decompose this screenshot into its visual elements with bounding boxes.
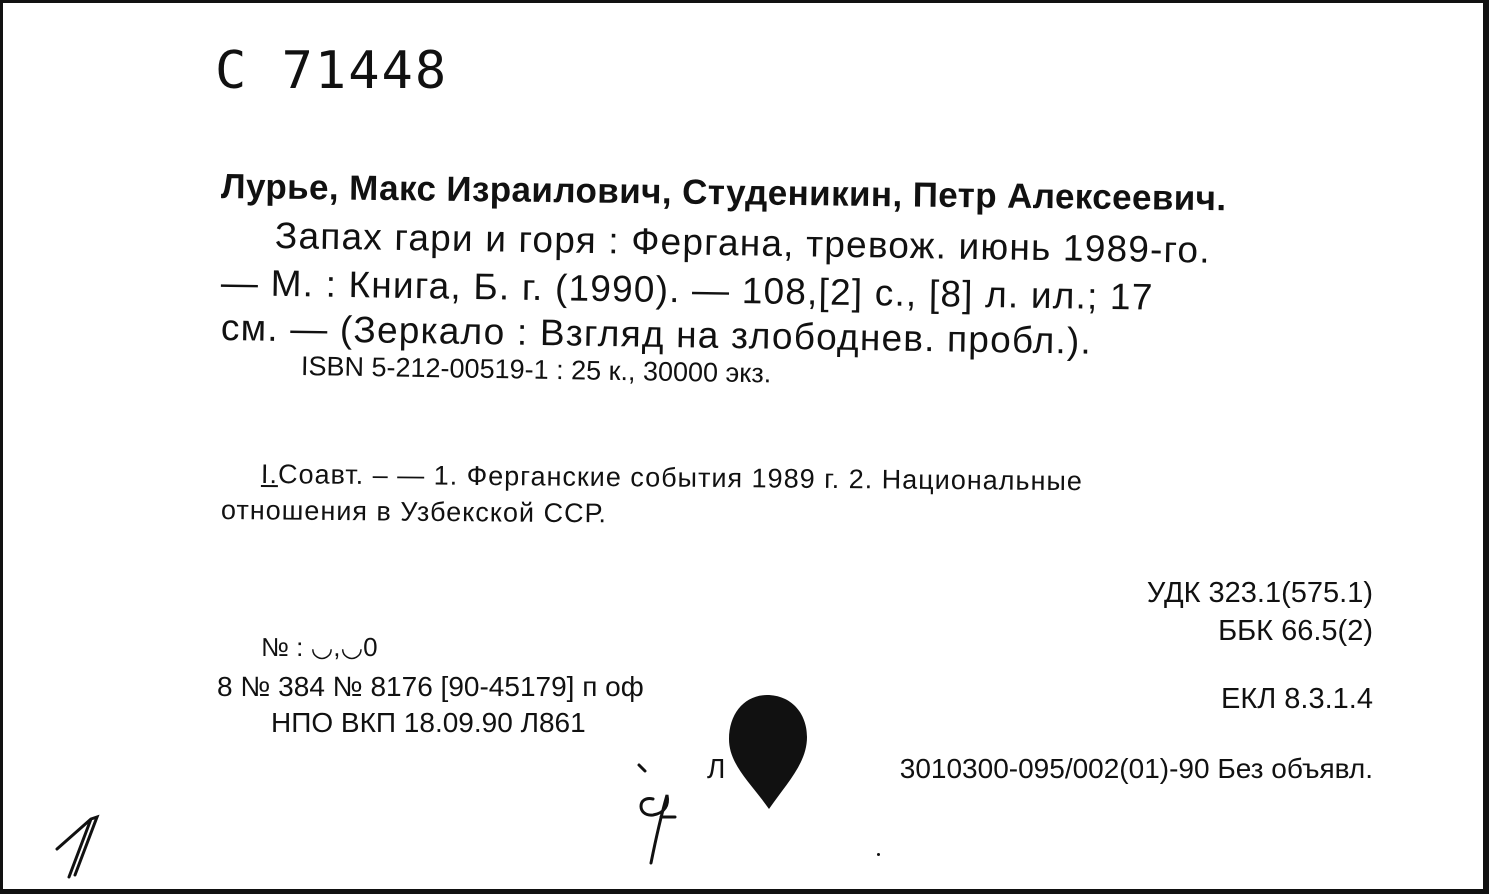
- order-line: 8 № 384 № 8176 [90-45179] п оф: [217, 671, 644, 702]
- handwritten-mark-icon: [51, 811, 107, 883]
- tracings-line-1: [261, 461, 1083, 495]
- call-number: С 71448: [215, 41, 449, 101]
- npo-line: НПО ВКП 18.09.90 Л861: [271, 707, 586, 738]
- speck: [877, 853, 880, 856]
- title-line-3: см. — (Зеркало : Взгляд на злободнев. пробл.).: [220, 307, 1093, 362]
- title-line-1: Запах гари и горя : Фергана, тревож. июнь 1989-го.: [274, 215, 1212, 271]
- isbn-line: ISBN 5-212-00519-1 : 25 к., 30000 экз.: [300, 351, 772, 389]
- udk-code: УДК 323.1(575.1): [1146, 577, 1373, 609]
- tracings-line-2: отношения в Узбекской ССР.: [220, 495, 608, 529]
- ink-blot-stamp: [725, 691, 809, 811]
- index-line: 3010300-095/002(01)-90 Без объявл.: [899, 753, 1373, 784]
- handwritten-digit-icon: [623, 755, 681, 869]
- index-prefix: Л: [707, 753, 726, 784]
- ekl-code: ЕКЛ 8.3.1.4: [1220, 683, 1373, 715]
- author-heading: Лурье, Макс Израилович, Студеникин, Петр Алексеевич.: [220, 167, 1227, 219]
- title-line-2: — М. : Книга, Б. г. (1990). — 108,[2] с., [8] л. ил.; 17: [220, 262, 1154, 318]
- tracings-text-1: Соавт. – — 1. Ферганские события 1989 г. 2. Национальные: [277, 459, 1084, 497]
- bbk-code: ББК 66.5(2): [1218, 615, 1373, 647]
- tracings-prefix: I.: [260, 459, 279, 490]
- number-line: № : ◡,◡0: [261, 632, 378, 662]
